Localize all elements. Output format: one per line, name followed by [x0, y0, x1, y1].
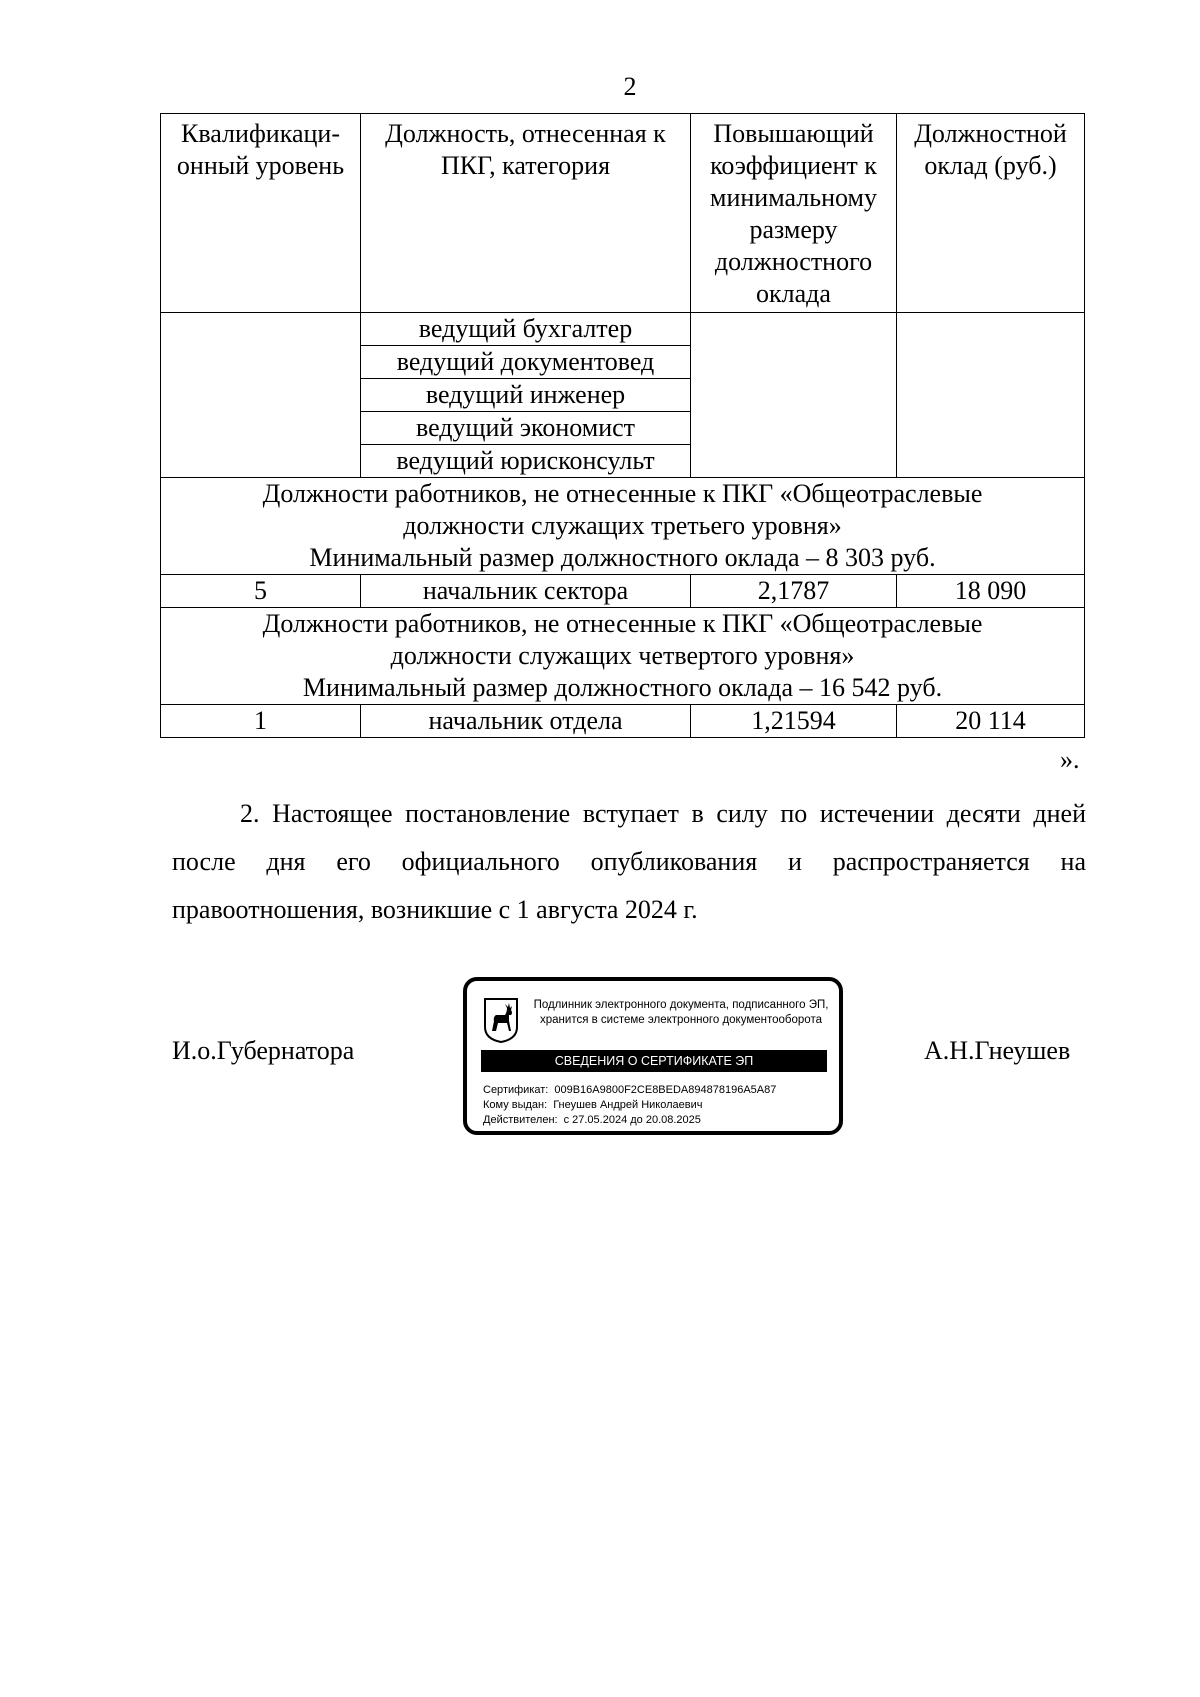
header-qualification-level: Квалификаци-онный уровень: [161, 114, 361, 313]
empty-coefficient-cell: [691, 313, 897, 478]
validity-label: Действителен:: [483, 1114, 558, 1126]
group-heading-line: Должности работников, не отнесенные к ПКГ «Общеотраслевые: [262, 609, 983, 638]
empty-level-cell: [161, 313, 361, 478]
salary-cell: 18 090: [897, 575, 1085, 608]
closing-quote: ».: [1060, 745, 1080, 774]
group-heading-third-level: [161, 478, 1085, 575]
level-cell: 5: [161, 575, 361, 608]
group-heading-line: должности служащих третьего уровня»: [403, 511, 842, 540]
issued-to-row: [483, 1098, 776, 1113]
group-heading-line: должности служащих четвертого уровня»: [390, 641, 855, 670]
issued-to-label: Кому выдан:: [483, 1099, 548, 1111]
certificate-row: [483, 1083, 776, 1098]
coefficient-cell: 1,21594: [691, 705, 897, 738]
header-position: Должность, отнесенная к ПКГ, категория: [361, 114, 691, 313]
signatory-name: А.Н.Гнеушев: [924, 1036, 1071, 1065]
issued-to-value: Гнеушев Андрей Николаевич: [553, 1099, 703, 1111]
table-row: [161, 575, 1085, 608]
coefficient-cell: 2,1787: [691, 575, 897, 608]
group-heading-row: [161, 608, 1085, 705]
certificate-label: Сертификат:: [483, 1084, 549, 1096]
header-salary: Должностной оклад (руб.): [897, 114, 1085, 313]
group-heading-fourth-level: [161, 608, 1085, 705]
position-cell: ведущий экономист: [361, 412, 691, 445]
salary-cell: 20 114: [897, 705, 1085, 738]
page-number: 2: [623, 72, 637, 101]
salary-table: [160, 113, 1085, 738]
group-heading-row: [161, 478, 1085, 575]
group-heading-min-salary: Минимальный размер должностного оклада – 8 303 руб.: [309, 543, 936, 572]
header-coefficient: Повышающий коэффициент к минимальному размеру должностного оклада: [691, 114, 897, 313]
stamp-heading-line: хранится в системе электронного документооборота: [540, 1014, 822, 1026]
signatory-title: И.о.Губернатора: [172, 1036, 355, 1065]
table-header-row: [161, 114, 1085, 313]
empty-salary-cell: [897, 313, 1085, 478]
group-heading-min-salary: Минимальный размер должностного оклада – 16 542 руб.: [302, 673, 943, 702]
deer-coat-of-arms-icon: [483, 997, 519, 1043]
stamp-heading-line: Подлинник электронного документа, подписанного ЭП,: [533, 999, 829, 1011]
paragraph-text: 2. Настоящее постановление вступает в силу по истечении десяти дней после дня его официального опубликования и распространяется на правоотношения, возникшие с 1 августа 2024 г.: [172, 799, 1086, 924]
stamp-certificate-details: [483, 1083, 776, 1128]
electronic-signature-stamp: [463, 977, 843, 1135]
position-cell: ведущий документовед: [361, 346, 691, 379]
table-row: [161, 313, 1085, 346]
table-row: [161, 705, 1085, 738]
position-cell: ведущий бухгалтер: [361, 313, 691, 346]
position-cell: начальник сектора: [361, 575, 691, 608]
stamp-certificate-bar: СВЕДЕНИЯ О СЕРТИФИКАТЕ ЭП: [481, 1050, 827, 1072]
position-cell: ведущий юрисконсульт: [361, 445, 691, 478]
position-cell: ведущий инженер: [361, 379, 691, 412]
validity-row: [483, 1113, 776, 1128]
effective-date-paragraph: [172, 790, 1086, 934]
group-heading-line: Должности работников, не отнесенные к ПКГ «Общеотраслевые: [262, 479, 983, 508]
level-cell: 1: [161, 705, 361, 738]
validity-value: с 27.05.2024 до 20.08.2025: [563, 1114, 701, 1126]
stamp-heading: [525, 998, 837, 1028]
position-cell: начальник отдела: [361, 705, 691, 738]
certificate-value: 009B16A9800F2CE8BEDA894878196A5A87: [554, 1084, 777, 1096]
